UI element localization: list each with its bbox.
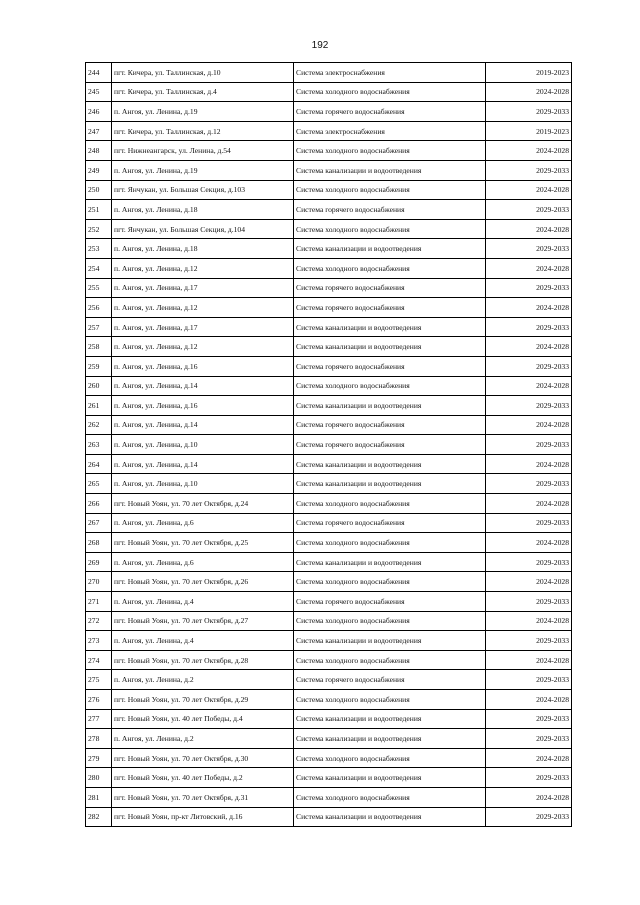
address-cell: п. Ангоя, ул. Ленина, д.19: [112, 160, 294, 180]
address-cell: п. Ангоя, ул. Ленина, д.14: [112, 415, 294, 435]
address-cell: п. Ангоя, ул. Ленина, д.2: [112, 670, 294, 690]
system-cell: Система горячего водоснабжения: [294, 670, 486, 690]
system-cell: Система холодного водоснабжения: [294, 533, 486, 553]
system-cell: Система канализации и водоотведения: [294, 631, 486, 651]
period-cell: 2029-2033: [486, 102, 572, 122]
period-cell: 2029-2033: [486, 631, 572, 651]
period-cell: 2019-2023: [486, 63, 572, 83]
period-cell: 2024-2028: [486, 141, 572, 161]
row-number-cell: 245: [86, 82, 112, 102]
system-cell: Система канализации и водоотведения: [294, 552, 486, 572]
period-cell: 2029-2033: [486, 729, 572, 749]
period-cell: 2029-2033: [486, 552, 572, 572]
address-cell: п. Ангоя, ул. Ленина, д.10: [112, 474, 294, 494]
period-cell: 2024-2028: [486, 298, 572, 318]
address-cell: пгт. Новый Уоян, ул. 70 лет Октября, д.31: [112, 787, 294, 807]
period-cell: 2029-2033: [486, 474, 572, 494]
period-cell: 2029-2033: [486, 768, 572, 788]
row-number-cell: 251: [86, 200, 112, 220]
system-cell: Система холодного водоснабжения: [294, 141, 486, 161]
row-number-cell: 254: [86, 258, 112, 278]
row-number-cell: 256: [86, 298, 112, 318]
system-cell: Система холодного водоснабжения: [294, 611, 486, 631]
system-cell: Система канализации и водоотведения: [294, 709, 486, 729]
system-cell: Система горячего водоснабжения: [294, 356, 486, 376]
table-row: [86, 317, 572, 337]
system-cell: Система холодного водоснабжения: [294, 376, 486, 396]
system-cell: Система электроснабжения: [294, 121, 486, 141]
table-row: [86, 435, 572, 455]
system-cell: Система холодного водоснабжения: [294, 787, 486, 807]
row-number-cell: 274: [86, 650, 112, 670]
address-cell: п. Ангоя, ул. Ленина, д.17: [112, 278, 294, 298]
table-row: [86, 729, 572, 749]
system-cell: Система канализации и водоотведения: [294, 768, 486, 788]
table-row: [86, 121, 572, 141]
row-number-cell: 248: [86, 141, 112, 161]
table-row: [86, 356, 572, 376]
table-row: [86, 180, 572, 200]
table-row: [86, 533, 572, 553]
row-number-cell: 264: [86, 454, 112, 474]
row-number-cell: 277: [86, 709, 112, 729]
address-cell: пгт. Янчукан, ул. Большая Секция, д.104: [112, 219, 294, 239]
system-cell: Система холодного водоснабжения: [294, 690, 486, 710]
row-number-cell: 269: [86, 552, 112, 572]
system-cell: Система канализации и водоотведения: [294, 239, 486, 259]
address-cell: пгт. Новый Уоян, ул. 40 лет Победы, д.4: [112, 709, 294, 729]
row-number-cell: 270: [86, 572, 112, 592]
system-cell: Система канализации и водоотведения: [294, 396, 486, 416]
table-row: [86, 102, 572, 122]
row-number-cell: 282: [86, 807, 112, 827]
period-cell: 2029-2033: [486, 356, 572, 376]
period-cell: 2024-2028: [486, 454, 572, 474]
address-cell: п. Ангоя, ул. Ленина, д.14: [112, 376, 294, 396]
period-cell: 2024-2028: [486, 572, 572, 592]
address-cell: пгт. Новый Уоян, ул. 70 лет Октября, д.30: [112, 748, 294, 768]
registry-table-body: [86, 63, 572, 827]
table-row: [86, 572, 572, 592]
system-cell: Система холодного водоснабжения: [294, 82, 486, 102]
address-cell: п. Ангоя, ул. Ленина, д.16: [112, 356, 294, 376]
system-cell: Система холодного водоснабжения: [294, 219, 486, 239]
row-number-cell: 265: [86, 474, 112, 494]
address-cell: п. Ангоя, ул. Ленина, д.2: [112, 729, 294, 749]
address-cell: п. Ангоя, ул. Ленина, д.12: [112, 258, 294, 278]
period-cell: 2024-2028: [486, 82, 572, 102]
address-cell: пгт. Янчукан, ул. Большая Секция, д.103: [112, 180, 294, 200]
period-cell: 2024-2028: [486, 180, 572, 200]
address-cell: пгт. Новый Уоян, ул. 40 лет Победы, д.2: [112, 768, 294, 788]
system-cell: Система канализации и водоотведения: [294, 807, 486, 827]
period-cell: 2024-2028: [486, 650, 572, 670]
system-cell: Система холодного водоснабжения: [294, 572, 486, 592]
address-cell: пгт. Новый Уоян, ул. 70 лет Октября, д.24: [112, 494, 294, 514]
address-cell: п. Ангоя, ул. Ленина, д.12: [112, 298, 294, 318]
table-row: [86, 82, 572, 102]
period-cell: 2024-2028: [486, 748, 572, 768]
period-cell: 2029-2033: [486, 670, 572, 690]
system-cell: Система холодного водоснабжения: [294, 650, 486, 670]
address-cell: пгт. Новый Уоян, ул. 70 лет Октября, д.26: [112, 572, 294, 592]
system-cell: Система электроснабжения: [294, 63, 486, 83]
system-cell: Система канализации и водоотведения: [294, 729, 486, 749]
address-cell: п. Ангоя, ул. Ленина, д.10: [112, 435, 294, 455]
period-cell: 2024-2028: [486, 787, 572, 807]
address-cell: пгт. Новый Уоян, ул. 70 лет Октября, д.25: [112, 533, 294, 553]
period-cell: 2024-2028: [486, 690, 572, 710]
system-cell: Система холодного водоснабжения: [294, 748, 486, 768]
table-row: [86, 552, 572, 572]
table-row: [86, 807, 572, 827]
table-row: [86, 768, 572, 788]
period-cell: 2024-2028: [486, 494, 572, 514]
address-cell: п. Ангоя, ул. Ленина, д.6: [112, 552, 294, 572]
address-cell: пгт. Нижнеангарск, ул. Ленина, д.54: [112, 141, 294, 161]
address-cell: п. Ангоя, ул. Ленина, д.4: [112, 631, 294, 651]
system-cell: Система канализации и водоотведения: [294, 317, 486, 337]
row-number-cell: 249: [86, 160, 112, 180]
address-cell: пгт. Новый Уоян, ул. 70 лет Октября, д.29: [112, 690, 294, 710]
row-number-cell: 281: [86, 787, 112, 807]
address-cell: пгт. Новый Уоян, пр-кт Литовский, д.16: [112, 807, 294, 827]
system-cell: Система горячего водоснабжения: [294, 592, 486, 612]
address-cell: п. Ангоя, ул. Ленина, д.17: [112, 317, 294, 337]
address-cell: п. Ангоя, ул. Ленина, д.18: [112, 200, 294, 220]
period-cell: 2029-2033: [486, 435, 572, 455]
period-cell: 2029-2033: [486, 709, 572, 729]
address-cell: п. Ангоя, ул. Ленина, д.4: [112, 592, 294, 612]
row-number-cell: 255: [86, 278, 112, 298]
table-row: [86, 494, 572, 514]
system-cell: Система холодного водоснабжения: [294, 258, 486, 278]
period-cell: 2029-2033: [486, 317, 572, 337]
row-number-cell: 244: [86, 63, 112, 83]
period-cell: 2029-2033: [486, 200, 572, 220]
system-cell: Система холодного водоснабжения: [294, 494, 486, 514]
address-cell: п. Ангоя, ул. Ленина, д.12: [112, 337, 294, 357]
period-cell: 2029-2033: [486, 239, 572, 259]
table-row: [86, 278, 572, 298]
period-cell: 2024-2028: [486, 258, 572, 278]
row-number-cell: 280: [86, 768, 112, 788]
period-cell: 2029-2033: [486, 592, 572, 612]
table-row: [86, 748, 572, 768]
system-cell: Система канализации и водоотведения: [294, 474, 486, 494]
registry-table: [85, 62, 572, 827]
system-cell: Система горячего водоснабжения: [294, 102, 486, 122]
row-number-cell: 279: [86, 748, 112, 768]
row-number-cell: 261: [86, 396, 112, 416]
table-row: [86, 376, 572, 396]
table-row: [86, 690, 572, 710]
system-cell: Система горячего водоснабжения: [294, 298, 486, 318]
table-row: [86, 631, 572, 651]
table-row: [86, 513, 572, 533]
table-row: [86, 592, 572, 612]
period-cell: 2029-2033: [486, 278, 572, 298]
table-row: [86, 670, 572, 690]
period-cell: 2024-2028: [486, 533, 572, 553]
table-row: [86, 200, 572, 220]
address-cell: п. Ангоя, ул. Ленина, д.18: [112, 239, 294, 259]
table-row: [86, 415, 572, 435]
address-cell: п. Ангоя, ул. Ленина, д.14: [112, 454, 294, 474]
period-cell: 2024-2028: [486, 219, 572, 239]
row-number-cell: 263: [86, 435, 112, 455]
period-cell: 2024-2028: [486, 415, 572, 435]
row-number-cell: 267: [86, 513, 112, 533]
table-row: [86, 650, 572, 670]
table-row: [86, 239, 572, 259]
address-cell: пгт. Новый Уоян, ул. 70 лет Октября, д.27: [112, 611, 294, 631]
row-number-cell: 247: [86, 121, 112, 141]
table-row: [86, 337, 572, 357]
row-number-cell: 260: [86, 376, 112, 396]
system-cell: Система горячего водоснабжения: [294, 435, 486, 455]
row-number-cell: 258: [86, 337, 112, 357]
row-number-cell: 250: [86, 180, 112, 200]
system-cell: Система горячего водоснабжения: [294, 278, 486, 298]
system-cell: Система холодного водоснабжения: [294, 180, 486, 200]
period-cell: 2024-2028: [486, 376, 572, 396]
row-number-cell: 257: [86, 317, 112, 337]
table-row: [86, 258, 572, 278]
row-number-cell: 276: [86, 690, 112, 710]
address-cell: пгт. Новый Уоян, ул. 70 лет Октября, д.28: [112, 650, 294, 670]
address-cell: п. Ангоя, ул. Ленина, д.16: [112, 396, 294, 416]
period-cell: 2029-2033: [486, 396, 572, 416]
period-cell: 2024-2028: [486, 611, 572, 631]
row-number-cell: 266: [86, 494, 112, 514]
address-cell: п. Ангоя, ул. Ленина, д.6: [112, 513, 294, 533]
row-number-cell: 275: [86, 670, 112, 690]
address-cell: пгт. Кичера, ул. Таллинская, д.12: [112, 121, 294, 141]
table-row: [86, 298, 572, 318]
row-number-cell: 272: [86, 611, 112, 631]
address-cell: пгт. Кичера, ул. Таллинская, д.10: [112, 63, 294, 83]
row-number-cell: 273: [86, 631, 112, 651]
period-cell: 2029-2033: [486, 160, 572, 180]
row-number-cell: 278: [86, 729, 112, 749]
row-number-cell: 271: [86, 592, 112, 612]
table-row: [86, 219, 572, 239]
page-number: 192: [311, 40, 329, 51]
period-cell: 2019-2023: [486, 121, 572, 141]
period-cell: 2029-2033: [486, 807, 572, 827]
system-cell: Система горячего водоснабжения: [294, 415, 486, 435]
period-cell: 2029-2033: [486, 513, 572, 533]
address-cell: п. Ангоя, ул. Ленина, д.19: [112, 102, 294, 122]
table-row: [86, 396, 572, 416]
table-row: [86, 474, 572, 494]
row-number-cell: 268: [86, 533, 112, 553]
period-cell: 2024-2028: [486, 337, 572, 357]
table-row: [86, 63, 572, 83]
table-row: [86, 787, 572, 807]
system-cell: Система канализации и водоотведения: [294, 454, 486, 474]
system-cell: Система канализации и водоотведения: [294, 337, 486, 357]
row-number-cell: 259: [86, 356, 112, 376]
row-number-cell: 262: [86, 415, 112, 435]
row-number-cell: 253: [86, 239, 112, 259]
table-row: [86, 709, 572, 729]
system-cell: Система канализации и водоотведения: [294, 160, 486, 180]
table-row: [86, 141, 572, 161]
address-cell: пгт. Кичера, ул. Таллинская, д.4: [112, 82, 294, 102]
system-cell: Система горячего водоснабжения: [294, 513, 486, 533]
system-cell: Система горячего водоснабжения: [294, 200, 486, 220]
table-row: [86, 454, 572, 474]
table-row: [86, 611, 572, 631]
table-row: [86, 160, 572, 180]
row-number-cell: 252: [86, 219, 112, 239]
row-number-cell: 246: [86, 102, 112, 122]
